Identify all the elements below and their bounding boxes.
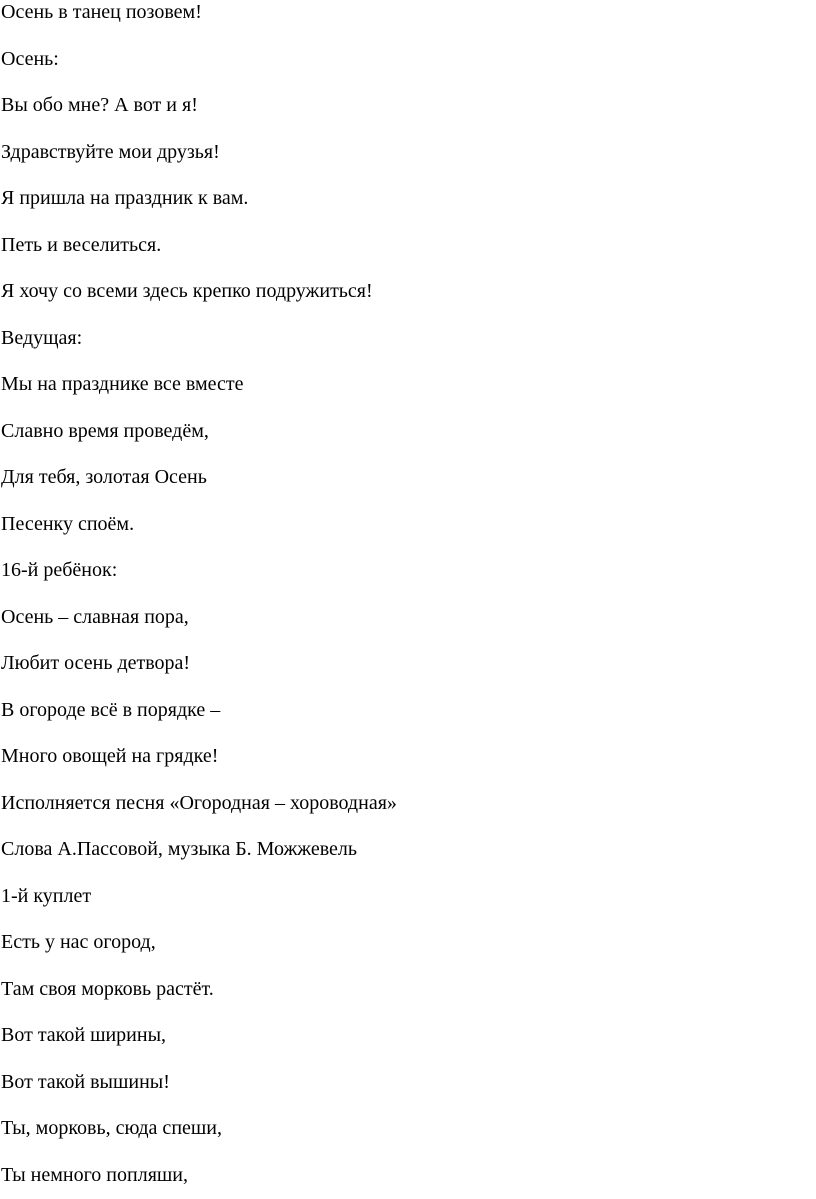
- text-line: Песенку споём.: [1, 513, 135, 535]
- text-line: Я пришла на праздник к вам.: [1, 187, 249, 209]
- text-line: Для тебя, золотая Осень: [1, 466, 207, 488]
- text-line: Осень в танец позовем!: [1, 1, 202, 23]
- text-line: Здравствуйте мои друзья!: [1, 141, 220, 163]
- text-line: Вы обо мне? А вот и я!: [1, 94, 198, 116]
- text-line: Осень – славная пора,: [1, 606, 189, 628]
- text-line: Ведущая:: [1, 327, 83, 349]
- text-line: В огороде всё в порядке –: [1, 699, 221, 721]
- text-line: Петь и веселиться.: [1, 234, 162, 256]
- text-line: Ты, морковь, сюда спеши,: [1, 1117, 222, 1139]
- text-line: Исполняется песня «Огородная – хороводная»: [1, 792, 397, 814]
- text-line: Славно время проведём,: [1, 420, 209, 442]
- text-line: Слова А.Пассовой, музыка Б. Можжевель: [1, 838, 358, 860]
- text-line: Ты немного попляши,: [1, 1164, 188, 1186]
- text-line: Вот такой вышины!: [1, 1071, 170, 1093]
- text-line: 1-й куплет: [1, 885, 92, 907]
- text-line: Осень:: [1, 48, 59, 70]
- text-line: Мы на празднике все вместе: [1, 373, 244, 395]
- text-line: Есть у нас огород,: [1, 931, 156, 953]
- text-line: Любит осень детвора!: [1, 652, 191, 674]
- text-line: 16-й ребёнок:: [1, 559, 118, 581]
- text-line: Там своя морковь растёт.: [1, 978, 214, 1000]
- text-line: Я хочу со всеми здесь крепко подружиться!: [1, 280, 373, 302]
- text-line: Много овощей на грядке!: [1, 745, 219, 767]
- text-line: Вот такой ширины,: [1, 1024, 167, 1046]
